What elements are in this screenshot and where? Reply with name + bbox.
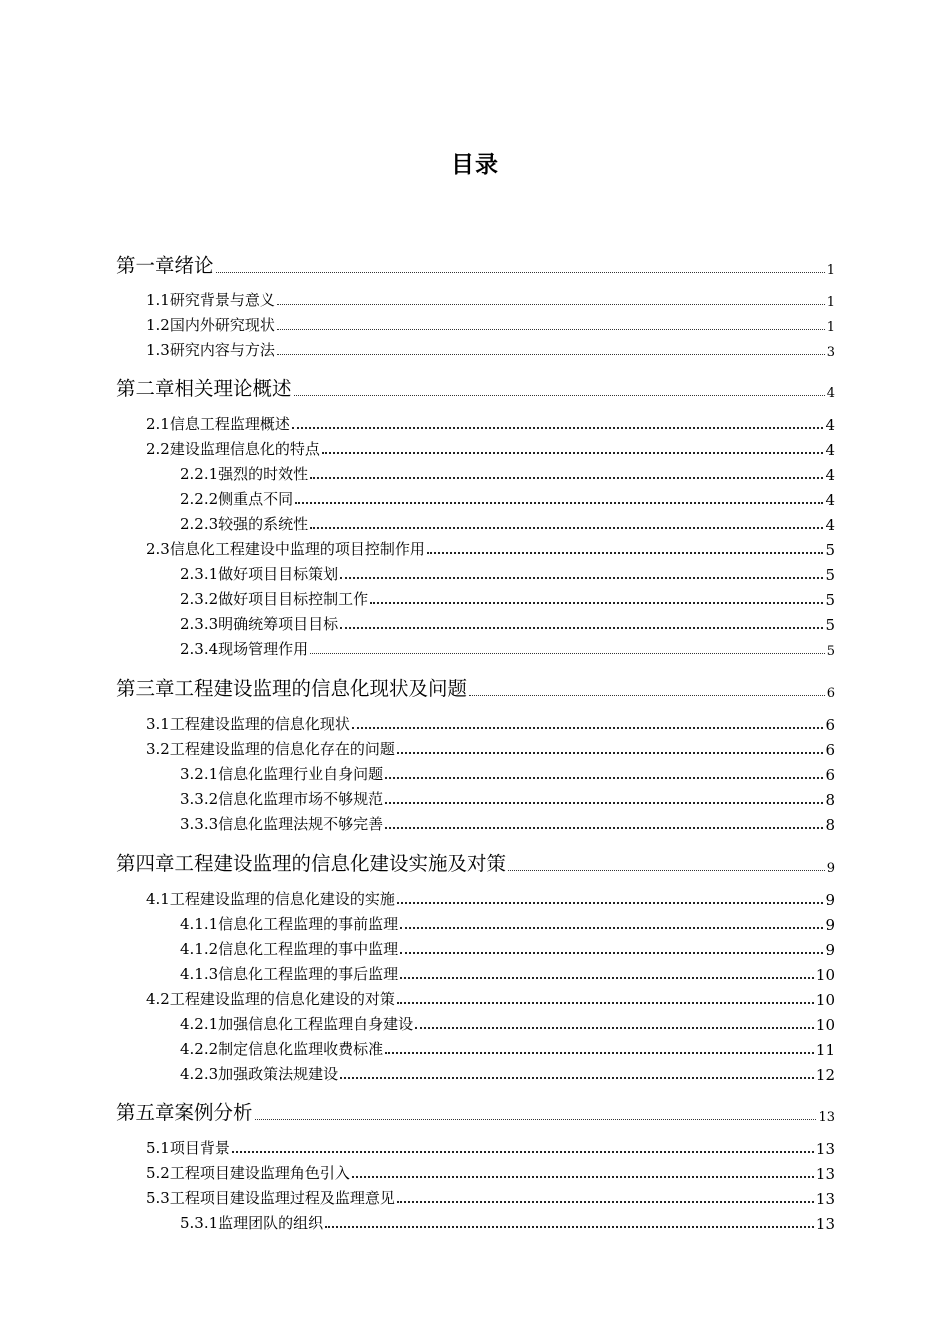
toc-entry-title: 4.2工程建设监理的信息化建设的对策 [146, 990, 395, 1008]
toc-entry-title: 2.1信息工程监理概述 [146, 415, 290, 433]
toc-entry[interactable] [180, 488, 835, 509]
toc-dot-leader [397, 1201, 814, 1203]
toc-entry[interactable] [146, 888, 835, 909]
toc-dot-leader [322, 452, 824, 454]
toc-page-number: 13 [815, 1140, 835, 1158]
toc-page-number: 4 [825, 491, 835, 509]
toc-entry[interactable] [146, 1137, 835, 1158]
toc-page-number: 10 [815, 1016, 835, 1034]
toc-dot-leader [340, 627, 823, 629]
toc-entry[interactable] [146, 413, 835, 434]
toc-page-number: 10 [815, 991, 835, 1009]
toc-entry-title: 2.2.2侧重点不同 [180, 490, 294, 508]
toc-entry[interactable] [180, 913, 835, 934]
toc-page-number: 9 [825, 891, 835, 909]
toc-page-number: 3 [826, 345, 835, 360]
toc-entry[interactable] [146, 1187, 835, 1208]
toc-dot-leader [277, 304, 825, 305]
toc-dot-leader [310, 527, 823, 529]
toc-dot-leader [310, 477, 823, 479]
toc-entry[interactable] [180, 763, 835, 784]
toc-entry[interactable] [146, 339, 835, 360]
toc-entry-title: 2.3信息化工程建设中监理的项目控制作用 [146, 540, 425, 558]
toc-entry-title: 1.3研究内容与方法 [146, 341, 275, 359]
toc-page-number: 5 [826, 644, 835, 659]
toc-entry-title: 4.1工程建设监理的信息化建设的实施 [146, 890, 395, 908]
toc-page-number: 12 [815, 1066, 835, 1084]
toc-dot-leader [255, 1119, 817, 1120]
toc-entry[interactable] [146, 314, 835, 335]
toc-dot-leader [216, 272, 825, 273]
toc-entry-title: 2.3.2做好项目目标控制工作 [180, 590, 369, 608]
toc-page-number: 10 [815, 966, 835, 984]
toc-page-number: 4 [825, 466, 835, 484]
toc-entry[interactable] [116, 1099, 835, 1125]
toc-entry-title: 2.2.3较强的系统性 [180, 515, 309, 533]
toc-page-number: 8 [825, 791, 835, 809]
toc-entry[interactable] [146, 988, 835, 1009]
toc-entry[interactable] [146, 713, 835, 734]
toc-entry-title: 第三章工程建设监理的信息化现状及问题 [116, 677, 468, 700]
toc-dot-leader [352, 727, 824, 729]
toc-entry-title: 5.2工程项目建设监理角色引入 [146, 1164, 350, 1182]
toc-entry[interactable] [180, 513, 835, 534]
toc-dot-leader [340, 577, 823, 579]
toc-dot-leader [385, 1052, 814, 1054]
toc-entry[interactable] [116, 675, 835, 701]
toc-entry-title: 2.3.3明确统筹项目目标 [180, 615, 339, 633]
toc-page-number: 6 [825, 741, 835, 759]
toc-page-number: 9 [826, 861, 835, 876]
toc-page-number: 1 [826, 295, 835, 310]
toc-dot-leader [397, 752, 824, 754]
toc-dot-leader [385, 827, 823, 829]
toc-page-number: 5 [825, 566, 835, 584]
toc-page-number: 9 [825, 916, 835, 934]
toc-page-number: 13 [815, 1215, 835, 1233]
toc-page-number: 4 [825, 441, 835, 459]
toc-entry[interactable] [146, 289, 835, 310]
toc-entry-title: 5.3.1监理团队的组织 [180, 1214, 324, 1232]
toc-page-number: 6 [825, 766, 835, 784]
toc-dot-leader [294, 395, 825, 396]
toc-entry-title: 4.1.2信息化工程监理的事中监理 [180, 940, 399, 958]
toc-entry-title: 4.2.2制定信息化监理收费标准 [180, 1040, 384, 1058]
toc-entry-title: 3.3.3信息化监理法规不够完善 [180, 815, 384, 833]
toc-entry[interactable] [180, 1038, 835, 1059]
toc-page-number: 4 [826, 386, 835, 401]
toc-entry-title: 2.2建设监理信息化的特点 [146, 440, 320, 458]
toc-entry-title: 4.1.1信息化工程监理的事前监理 [180, 915, 399, 933]
toc-title: 目录 [451, 152, 499, 178]
toc-page-number: 4 [825, 416, 835, 434]
toc-page-number: 5 [825, 591, 835, 609]
toc-entry-title: 5.1项目背景 [146, 1139, 230, 1157]
toc-entry-title: 2.3.1做好项目目标策划 [180, 565, 339, 583]
toc-dot-leader [340, 1077, 814, 1079]
toc-dot-leader [400, 977, 814, 979]
toc-entry[interactable] [180, 638, 835, 659]
toc-entry[interactable] [180, 1013, 835, 1034]
toc-entry-title: 3.1工程建设监理的信息化现状 [146, 715, 350, 733]
toc-entry[interactable] [180, 563, 835, 584]
toc-entry-title: 4.1.3信息化工程监理的事后监理 [180, 965, 399, 983]
toc-dot-leader [325, 1226, 814, 1228]
toc-entry-title: 2.2.1强烈的时效性 [180, 465, 309, 483]
toc-dot-leader [397, 1002, 814, 1004]
toc-dot-leader [427, 552, 824, 554]
toc-entry[interactable] [180, 813, 835, 834]
toc-dot-leader [232, 1151, 814, 1153]
toc-dot-leader [370, 602, 823, 604]
toc-entry[interactable] [146, 1162, 835, 1183]
toc-entry[interactable] [180, 613, 835, 634]
toc-page-number: 5 [825, 616, 835, 634]
toc-entry[interactable] [180, 963, 835, 984]
toc-dot-leader [469, 695, 825, 696]
toc-page-number: 13 [815, 1165, 835, 1183]
toc-dot-leader [400, 927, 823, 929]
toc-dot-leader [400, 952, 823, 954]
toc-entry-title: 3.2工程建设监理的信息化存在的问题 [146, 740, 395, 758]
toc-page-number: 6 [825, 716, 835, 734]
toc-page-number: 11 [815, 1041, 835, 1059]
toc-dot-leader [277, 354, 825, 355]
toc-entry[interactable] [116, 850, 835, 876]
toc-entry[interactable] [180, 1063, 835, 1084]
toc-entry[interactable] [180, 938, 835, 959]
toc-page-number: 5 [825, 541, 835, 559]
toc-entry-title: 1.2国内外研究现状 [146, 316, 275, 334]
toc-dot-leader [385, 777, 823, 779]
toc-page-number: 1 [826, 263, 835, 278]
toc-dot-leader [508, 870, 825, 871]
toc-entry-title: 3.3.2信息化监理市场不够规范 [180, 790, 384, 808]
toc-page-number: 6 [826, 686, 835, 701]
toc-dot-leader [352, 1176, 814, 1178]
toc-entry-title: 2.3.4现场管理作用 [180, 640, 309, 658]
toc-entry-title: 第二章相关理论概述 [116, 377, 292, 400]
toc-page-number: 1 [826, 320, 835, 335]
toc-entry-title: 4.2.1加强信息化工程监理自身建设 [180, 1015, 414, 1033]
toc-entry[interactable] [180, 463, 835, 484]
toc-entry-title: 4.2.3加强政策法规建设 [180, 1065, 339, 1083]
toc-entry[interactable] [116, 252, 835, 278]
toc-entry[interactable] [180, 588, 835, 609]
toc-dot-leader [385, 802, 823, 804]
toc-entry-title: 3.2.1信息化监理行业自身问题 [180, 765, 384, 783]
toc-page-number: 9 [825, 941, 835, 959]
toc-entry-title: 第四章工程建设监理的信息化建设实施及对策 [116, 852, 507, 875]
toc-dot-leader [292, 427, 824, 429]
toc-dot-leader [397, 902, 824, 904]
toc-entry[interactable] [146, 738, 835, 759]
toc-page-number: 8 [825, 816, 835, 834]
toc-page-number: 13 [815, 1190, 835, 1208]
toc-dot-leader [277, 329, 825, 330]
toc-dot-leader [310, 653, 825, 654]
toc-dot-leader [295, 502, 823, 504]
toc-page-number: 13 [818, 1110, 835, 1125]
toc-entry-title: 1.1研究背景与意义 [146, 291, 275, 309]
toc-entry[interactable] [180, 788, 835, 809]
toc-entry[interactable] [180, 1212, 835, 1233]
toc-dot-leader [415, 1027, 814, 1029]
toc-entry-title: 第五章案例分析 [116, 1101, 253, 1124]
toc-entry-title: 5.3工程项目建设监理过程及监理意见 [146, 1189, 395, 1207]
toc-entry-title: 第一章绪论 [116, 254, 214, 277]
toc-entry[interactable] [116, 375, 835, 401]
toc-page-number: 4 [825, 516, 835, 534]
toc-entry[interactable] [146, 538, 835, 559]
toc-entry[interactable] [146, 438, 835, 459]
